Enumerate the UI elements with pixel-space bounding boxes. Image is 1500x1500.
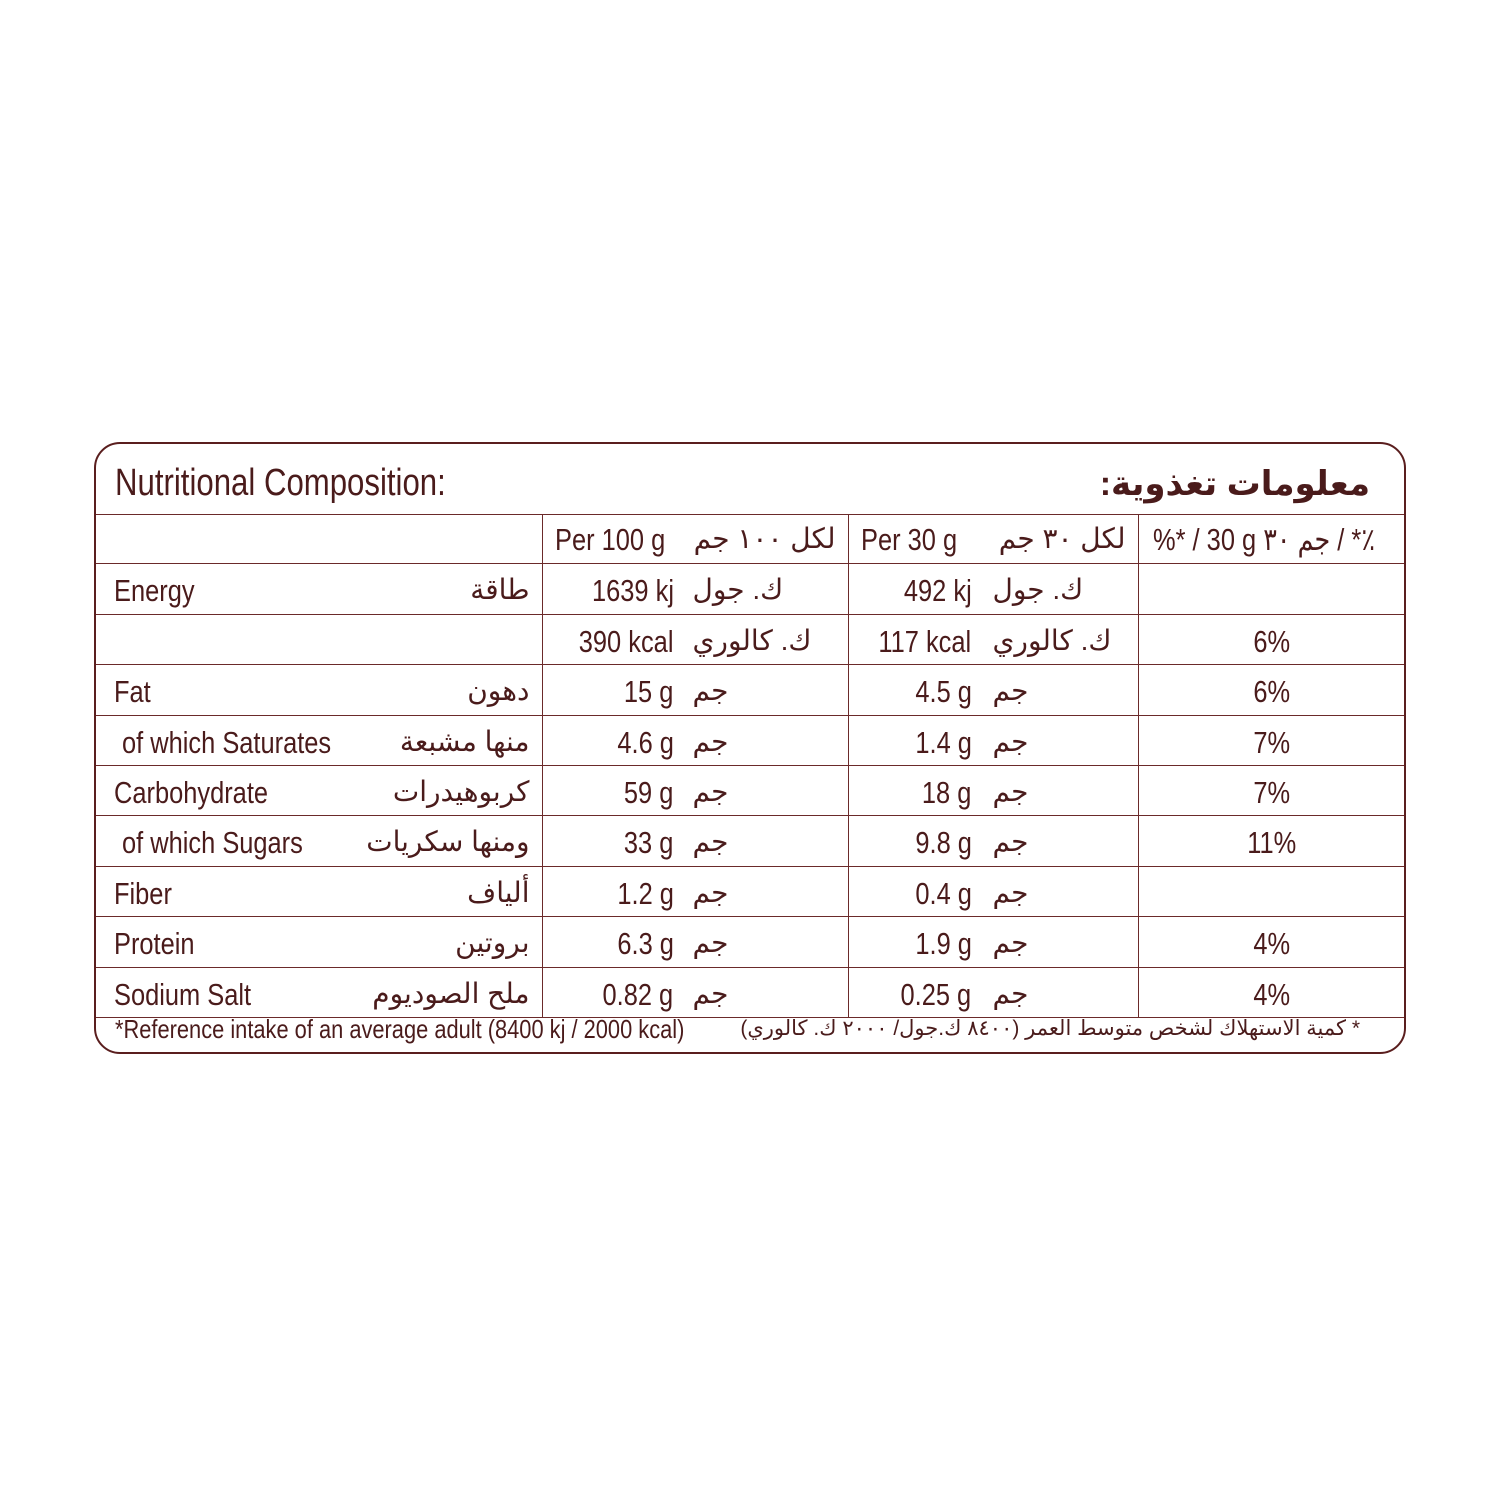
- table-row: [96, 665, 1404, 715]
- percent-value: 6%: [1252, 623, 1290, 659]
- unit-30g-ar: ك. كالوري: [992, 624, 1112, 656]
- header-pct-label: %* / 30 g جم ٣٠ / *٪: [1152, 522, 1375, 557]
- percent-value: 4%: [1252, 976, 1290, 1012]
- nutrition-panel: [94, 442, 1406, 1054]
- unit-100g-ar: جم: [692, 977, 729, 1009]
- value-100g: 15 g: [624, 674, 674, 710]
- title-arabic: معلومات تغذوية:: [1099, 465, 1370, 503]
- value-30g: 0.4 g: [914, 875, 972, 911]
- value-100g: 0.82 g: [602, 976, 674, 1012]
- title-english: Nutritional Composition:: [115, 462, 446, 504]
- nutrient-en: Sodium Salt: [114, 976, 252, 1012]
- nutrient-en: Fat: [114, 674, 151, 710]
- header-per100-ar: لكل ١٠٠ جم: [693, 523, 836, 554]
- unit-30g-ar: جم: [992, 927, 1029, 959]
- nutrient-ar: كربوهيدرات: [392, 775, 530, 807]
- unit-30g-ar: جم: [992, 725, 1029, 757]
- value-30g: 1.9 g: [914, 926, 972, 962]
- nutrition-table: [96, 514, 1404, 1018]
- header-per100-cell: [542, 514, 848, 564]
- nutrient-ar: بروتين: [455, 927, 530, 959]
- header-pct-cell: [1138, 514, 1404, 564]
- title-row: [96, 444, 1404, 515]
- footnote-arabic: * كمية الاستهلاك لشخص متوسط العمر (٨٤٠٠ ك.جول/ ٢٠٠٠ ك. كالوري): [740, 1017, 1360, 1040]
- value-30g: 492 kj: [903, 573, 972, 609]
- percent-value: 7%: [1252, 774, 1290, 810]
- table-row: [96, 917, 1404, 967]
- unit-30g-ar: جم: [992, 977, 1029, 1009]
- nutrient-ar: منها مشبعة: [399, 725, 530, 757]
- percent-value: 11%: [1246, 825, 1296, 861]
- table-row: [96, 765, 1404, 815]
- table-row: [96, 866, 1404, 916]
- nutrient-en: Fiber: [114, 875, 172, 911]
- nutrient-en: Carbohydrate: [114, 774, 269, 810]
- value-100g: 4.6 g: [616, 724, 674, 760]
- percent-value: 4%: [1252, 926, 1290, 962]
- value-30g: 9.8 g: [914, 825, 972, 861]
- value-100g: 33 g: [624, 825, 674, 861]
- value-100g: 1.2 g: [616, 875, 674, 911]
- unit-100g-ar: ك. كالوري: [692, 624, 812, 656]
- unit-100g-ar: جم: [692, 826, 729, 858]
- unit-30g-ar: جم: [992, 775, 1029, 807]
- header-per30-ar: لكل ٣٠ جم: [998, 523, 1126, 554]
- unit-30g-ar: جم: [992, 675, 1029, 707]
- header-row: [96, 514, 1404, 564]
- value-30g: 4.5 g: [914, 674, 972, 710]
- table-row: [96, 564, 1404, 614]
- header-per30-cell: [848, 514, 1138, 564]
- nutrient-ar: دهون: [467, 675, 530, 707]
- header-label-cell: [96, 514, 542, 564]
- unit-100g-ar: جم: [692, 675, 729, 707]
- unit-30g-ar: جم: [992, 876, 1029, 908]
- header-per30-en: Per 30 g: [860, 522, 957, 557]
- percent-value: 6%: [1252, 674, 1290, 710]
- nutrient-en: Energy: [114, 573, 195, 609]
- unit-30g-ar: ك. جول: [992, 574, 1084, 606]
- nutrient-ar: طاقة: [470, 574, 530, 606]
- unit-30g-ar: جم: [992, 826, 1029, 858]
- value-100g: 59 g: [624, 774, 674, 810]
- footnote-row: [96, 1006, 1404, 1052]
- unit-100g-ar: ك. جول: [692, 574, 784, 606]
- value-30g: 0.25 g: [900, 976, 972, 1012]
- nutrient-ar: ألياف: [467, 876, 530, 908]
- nutrient-en: Protein: [114, 926, 195, 962]
- table-row: [96, 816, 1404, 866]
- value-30g: 18 g: [922, 774, 972, 810]
- unit-100g-ar: جم: [692, 725, 729, 757]
- percent-value: 7%: [1252, 724, 1290, 760]
- nutrient-ar: ملح الصوديوم: [372, 977, 530, 1009]
- unit-100g-ar: جم: [692, 927, 729, 959]
- value-30g: 1.4 g: [914, 724, 972, 760]
- table-row: [96, 715, 1404, 765]
- nutrient-ar: ومنها سكريات: [366, 826, 530, 858]
- unit-100g-ar: جم: [692, 775, 729, 807]
- table-row: [96, 614, 1404, 664]
- nutrient-en: of which Sugars: [122, 825, 303, 861]
- value-100g: 390 kcal: [578, 623, 674, 659]
- nutrient-en: of which Saturates: [122, 724, 332, 760]
- value-100g: 6.3 g: [616, 926, 674, 962]
- unit-100g-ar: جم: [692, 876, 729, 908]
- footnote-english: *Reference intake of an average adult (8400 kj / 2000 kcal): [115, 1014, 685, 1044]
- header-per100-en: Per 100 g: [554, 522, 665, 557]
- value-100g: 1639 kj: [591, 573, 674, 609]
- value-30g: 117 kcal: [878, 623, 972, 659]
